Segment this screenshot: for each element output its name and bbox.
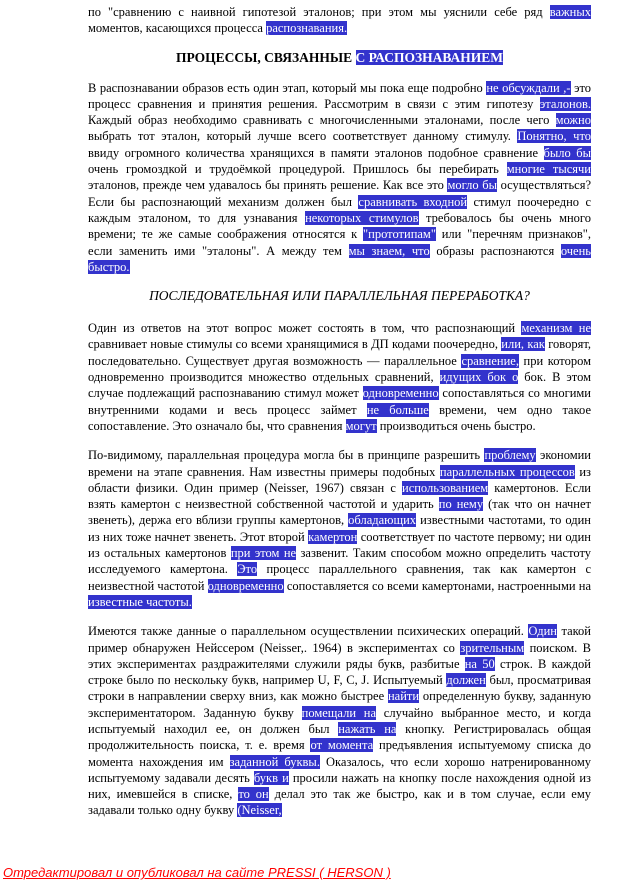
highlighted-text: очень быстро. — [88, 243, 591, 274]
text-segment: говорят, последовательно. Существует другая возможность — параллельное — [88, 337, 591, 368]
text-segment: сопоставляется со всеми камертонами, настроенными на — [283, 578, 591, 593]
highlighted-text: проблему — [484, 448, 536, 463]
highlighted-text: нажать на — [338, 721, 397, 736]
highlighted-text: одновременно — [362, 386, 439, 401]
text-segment: камертонов. Если взять камертон с неизвестной собственной частотой и ударить — [88, 480, 591, 512]
highlighted-text: не больше — [366, 402, 429, 417]
text-segment: (так что он начнет звенеть), держа его вблизи группы камертонов, — [88, 497, 591, 528]
highlighted-text: могло бы — [447, 178, 497, 193]
highlighted-text: было бы — [543, 145, 591, 160]
text-segment: Имеются также данные о параллельном осуществлении психических операций. — [88, 624, 529, 639]
text-segment: из области физики. Один пример (Neisser, 1967) связан с — [88, 464, 591, 495]
highlighted-text: мы знаем, что — [348, 243, 430, 258]
text-segment: по "сравнению с наивной гипотезой эталонов; при этом мы уяснили себе ряд — [88, 5, 550, 19]
highlighted-text: использованием — [402, 480, 489, 495]
highlighted-text: некоторых стимулов — [305, 210, 419, 225]
highlighted-text: букв и — [253, 770, 289, 785]
text-segment: времени, чем одно такое сопоставление. Это означало бы, что сравнения — [88, 402, 591, 433]
text-segment: процесс параллельного сравнения, так как камертон с неизвестной частотой — [88, 562, 591, 593]
highlighted-text: Понятно, что — [517, 129, 591, 144]
text-segment: кнопку. Регистрировалась общая продолжительность поиска, т. е. время — [88, 721, 592, 753]
highlighted-text: обладающих — [348, 513, 417, 528]
text-segment: сравнивает новые стимулы со всеми хранящимися в ДП кодами поочередно, — [88, 337, 502, 352]
paragraph — [88, 80, 591, 276]
text-segment: производиться очень быстро. — [376, 418, 536, 433]
highlighted-text: механизм не — [521, 321, 591, 336]
highlighted-text: одновременно — [207, 578, 284, 593]
section-heading — [88, 288, 591, 304]
text-segment: сопоставляться со многими внутренними кодами и весь процесс займет — [88, 386, 591, 417]
text-segment: случайно выбранное место, и когда испытуемый находил ее, он должен был — [88, 705, 591, 736]
paragraph — [88, 320, 591, 434]
text-segment: требовалось бы очень много времени; те же самые соображения относятся к — [88, 210, 591, 242]
highlighted-text: параллельных процессов — [439, 464, 575, 479]
text-segment: определенную букву, заданную экспериментатором. Заданную букву — [88, 689, 591, 720]
watermark-footer: Отредактировал и опубликовал на сайте PRESSI ( HERSON ) — [3, 865, 391, 880]
text-segment: ПОСЛЕДОВАТЕЛЬНАЯ ИЛИ ПАРАЛЛЕЛЬНАЯ ПЕРЕРАБОТКА? — [149, 288, 530, 304]
text-segment: или "перечням признаков", если заменить ими "эталоны". А между тем — [88, 227, 591, 258]
paragraph — [88, 623, 591, 819]
text-segment: Оказалось, что если хорошо натренированному испытуемому задавали десять — [88, 754, 591, 785]
highlighted-text: можно — [555, 113, 591, 128]
highlighted-text: эталонов. — [539, 96, 591, 111]
text-segment: Каждый образ необходимо сравнивать с многочисленными эталонами, после чего — [88, 113, 556, 128]
highlighted-text: "прототипам" — [363, 227, 436, 242]
highlighted-text: найти — [387, 689, 420, 704]
text-segment: ввиду огромного количества хранящихся в памяти эталонов подобное сравнение — [88, 145, 544, 160]
text-segment: стимул поочередно с каждым эталоном, то для узнавания — [88, 194, 591, 225]
highlighted-text: при этом не — [230, 546, 297, 561]
text-segment: бок. В этом случае подлежащий распознаванию стимул может — [88, 370, 592, 401]
text-segment: это процесс сравнения и принятия решения. Рассмотрим в связи с этим гипотезу — [88, 80, 592, 111]
section-heading — [88, 50, 591, 66]
text-segment: просили нажать на кнопку после нахождения одной из них, имевшейся в списке, — [88, 770, 591, 802]
text-segment: известными частотами, то один из них тоже начнет звенеть. Этот второй — [88, 513, 591, 544]
highlighted-text: распознавания. — [266, 21, 348, 36]
text-segment: такой пример обнаружен Нейссером (Neisser,. 1964) в экспериментах со — [88, 624, 591, 655]
highlighted-text: то он — [238, 787, 269, 802]
highlighted-text: по нему — [438, 497, 484, 512]
text-segment: выбрать тот эталон, который лучше всего соответствует данному стимулу. — [88, 129, 518, 144]
highlighted-text: известные частоты. — [88, 594, 192, 609]
paragraph — [88, 447, 591, 610]
text-segment: Один из ответов на этот вопрос может состоять в том, что распознающий — [88, 321, 522, 336]
text-segment: при котором одновременно производится множество отдельных сравнений, — [88, 353, 592, 385]
text-segment: осуществляться? Если бы распознающий механизм должен был — [88, 178, 591, 209]
text-segment: предъявления испытуемому списка до момента нахождения им — [88, 738, 591, 769]
highlighted-text: сравнивать входной — [358, 194, 468, 209]
text-segment: поиском. В этих экспериментах раздражителями служили ряды букв, разбитые — [88, 640, 591, 671]
highlighted-text: должен — [446, 673, 486, 688]
highlighted-text: сравнение, — [461, 353, 519, 368]
highlighted-text: идущих бок о — [439, 370, 519, 385]
text-segment: эталонов, прежде чем удавалось бы принять решение. Как все это — [88, 178, 448, 193]
highlighted-text: Один — [528, 624, 557, 639]
highlighted-text: С РАСПОЗНАВАНИЕМ — [355, 49, 504, 65]
highlighted-text: на 50 — [464, 656, 495, 671]
highlighted-text: помещали на — [301, 705, 377, 720]
paragraph — [88, 4, 591, 37]
text-segment: соответствует по частоте первому; ни один из остальных камертонов — [88, 529, 591, 561]
text-segment: По-видимому, параллельная процедура могла бы в принципе разрешить — [88, 448, 485, 463]
highlighted-text: многие тысячи — [506, 162, 591, 177]
highlighted-text: или, как — [501, 337, 545, 352]
text-segment: очень громоздкой и трудоёмкой процедурой. Пришлось бы перебирать — [88, 162, 507, 177]
text-segment: зазвенит. Таким способом можно определить частоту исследуемого камертона. — [88, 546, 592, 577]
highlighted-text: не обсуждали ,- — [486, 80, 571, 95]
highlighted-text: важных — [549, 5, 591, 19]
text-segment: ПРОЦЕССЫ, СВЯЗАННЫЕ — [175, 49, 356, 65]
highlighted-text: (Neisser, — [237, 803, 282, 818]
text-segment: экономии времени на этапе сравнения. Нам известны примеры подобных — [88, 448, 591, 479]
highlighted-text: Это — [237, 562, 258, 577]
text-segment: был, просматривая строки в направлении сверху вниз, как можно быстрее — [88, 673, 592, 704]
highlighted-text: камертон — [308, 529, 358, 544]
document-text — [88, 4, 591, 819]
highlighted-text: от момента — [310, 738, 374, 753]
text-segment: моментов, касающихся процесса — [88, 21, 267, 36]
highlighted-text: заданной буквы. — [229, 754, 320, 769]
text-segment: строк. В каждой строке было по нескольку букв, например U, F, C, J. Испытуемый — [88, 656, 591, 688]
highlighted-text: могут — [345, 418, 377, 433]
highlighted-text: зрительным — [460, 640, 525, 655]
text-segment: делал это так же быстро, как и в том случае, если ему задавали только одну букву — [88, 787, 591, 818]
text-segment: В распознавании образов есть один этап, который мы пока еще подробно — [88, 80, 487, 95]
text-segment: образы распознаются — [429, 243, 561, 258]
